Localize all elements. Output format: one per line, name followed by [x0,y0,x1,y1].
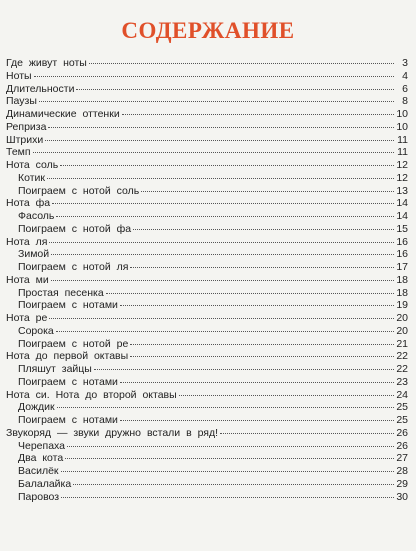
toc-subentry [6,363,408,376]
toc-entry-title: Поиграем с нотой фа [18,222,132,235]
toc-subentry [6,338,408,351]
dot-leader [65,458,394,459]
toc-page-number: 10 [396,120,408,133]
toc-entry-title: Балалайка [18,477,72,490]
dot-leader [49,242,394,243]
dot-leader [89,63,394,64]
toc-page-number: 23 [396,375,408,388]
toc-entry-title: Пляшут зайцы [18,363,92,375]
dot-leader [106,293,394,294]
toc-entry-title: Длительности [6,82,75,95]
table-of-contents [6,57,408,503]
dot-leader [220,433,394,434]
toc-subentry [6,287,408,300]
toc-subentry [6,299,408,312]
dot-leader [61,471,394,472]
toc-subentry [6,172,408,185]
dot-leader [94,369,394,370]
toc-entry [6,95,408,108]
toc-subentry [6,248,408,261]
toc-entry-title: Поиграем с нотами [18,299,118,312]
dot-leader [51,280,394,281]
toc-page-number: 30 [396,490,408,503]
toc-page-number: 22 [396,350,408,363]
toc-entry-title: Фасоль [18,210,55,222]
toc-entry-title: Поиграем с нотами [18,375,118,388]
toc-page-number: 12 [396,159,408,171]
toc-page-number: 20 [396,324,408,337]
dot-leader [33,152,394,153]
toc-entry-title: Сорока [18,324,54,337]
toc-entry [6,312,408,325]
toc-page-number: 21 [396,337,408,350]
toc-entry-title: Поиграем с нотой ре [18,337,129,350]
dot-leader [120,420,394,421]
toc-entry [6,57,408,70]
dot-leader [130,356,394,357]
toc-page-number: 15 [396,222,408,235]
dot-leader [56,331,394,332]
toc-page-number: 12 [396,171,408,184]
dot-leader [56,216,394,217]
toc-entry-title: Нота ре [6,312,48,324]
toc-page-number: 13 [396,184,408,197]
toc-entry-title: Паровоз [18,490,60,503]
toc-page-number: 16 [396,248,408,261]
toc-entry-title: Паузы [6,95,37,108]
toc-entry-title: Поиграем с нотой ля [18,261,129,273]
dot-leader [130,267,394,268]
toc-page-number: 28 [396,465,408,477]
toc-page-number: 25 [396,401,408,414]
toc-entry [6,389,408,402]
toc-subentry [6,478,408,491]
toc-subentry [6,452,408,465]
dot-leader [120,382,394,383]
dot-leader [45,140,394,141]
toc-subentry [6,325,408,338]
toc-entry-title: Два кота [18,452,64,465]
toc-entry-title: Нота ми [6,273,49,286]
toc-entry [6,121,408,134]
dot-leader [73,484,394,485]
dot-leader [76,89,394,90]
toc-entry-title: Нота до первой октавы [6,350,129,363]
toc-subentry [6,376,408,389]
dot-leader [39,101,394,102]
toc-page-number: 27 [396,452,408,465]
dot-leader [133,229,394,230]
dot-leader [67,446,394,447]
toc-entry [6,108,408,121]
toc-entry-title: Поиграем с нотой соль [18,184,140,197]
toc-entry [6,197,408,210]
toc-entry-title: Ноты [6,69,32,82]
toc-page-number: 26 [396,439,408,452]
toc-entry [6,146,408,159]
toc-entry-title: Черепаха [18,439,66,452]
dot-leader [60,165,394,166]
toc-page-number: 11 [397,133,408,146]
toc-subentry [6,185,408,198]
toc-page-number: 14 [396,197,408,210]
toc-subentry [6,414,408,427]
toc-page-number: 10 [396,108,408,120]
toc-page-number: 24 [396,388,408,401]
toc-subentry [6,210,408,223]
dot-leader [57,407,394,408]
dot-leader [51,254,394,255]
toc-entry-title: Реприза [6,120,47,133]
dot-leader [120,305,394,306]
toc-entry-title: Поиграем с нотами [18,414,118,426]
dot-leader [49,318,394,319]
dot-leader [122,114,394,115]
toc-subentry [6,401,408,414]
toc-entry-title: Нота соль [6,159,59,171]
toc-page-number: 17 [396,261,408,273]
toc-entry-title: Где живут ноты [6,57,87,69]
toc-subentry [6,491,408,504]
dot-leader [130,344,394,345]
toc-entry-title: Нота фа [6,197,51,210]
toc-page-number: 18 [396,273,408,286]
toc-entry [6,350,408,363]
toc-page-number: 22 [396,363,408,375]
toc-entry-title: Штрихи [6,133,44,146]
toc-entry [6,134,408,147]
toc-entry-title: Темп [6,146,31,159]
dot-leader [52,203,394,204]
dot-leader [34,76,394,77]
toc-entry-title: Василёк [18,465,59,477]
toc-page-number: 11 [397,146,408,159]
toc-page-number: 6 [402,82,408,95]
toc-entry-title: Динамические оттенки [6,108,120,120]
dot-leader [47,178,394,179]
toc-page-number: 26 [396,426,408,439]
toc-page-number: 19 [396,299,408,312]
toc-entry-title: Нота ля [6,235,48,248]
toc-entry-title: Простая песенка [18,286,104,299]
toc-entry-title: Дождик [18,401,55,414]
toc-page-number: 4 [402,69,408,82]
toc-entry [6,274,408,287]
toc-entry-title: Звукоряд — звуки дружно встали в ряд! [6,426,219,439]
toc-subentry [6,223,408,236]
toc-entry [6,159,408,172]
toc-page-number: 18 [396,286,408,299]
toc-entry-title: Котик [18,171,45,184]
toc-subentry [6,465,408,478]
toc-page-number: 16 [396,235,408,248]
toc-entry [6,83,408,96]
dot-leader [48,127,394,128]
toc-entry [6,236,408,249]
page-title: СОДЕРЖАНИЕ [121,18,295,43]
toc-page-number: 20 [396,312,408,324]
dot-leader [179,395,394,396]
dot-leader [141,191,394,192]
toc-entry-title: Нота си. Нота до второй октавы [6,388,177,401]
toc-entry [6,427,408,440]
toc-page-number: 25 [396,414,408,426]
toc-subentry [6,261,408,274]
toc-page-number: 8 [402,95,408,108]
toc-subentry [6,440,408,453]
toc-entry [6,70,408,83]
toc-entry-title: Зимой [18,248,50,261]
dot-leader [61,497,394,498]
toc-page-number: 3 [402,57,408,69]
toc-page-number: 29 [396,477,408,490]
toc-page-number: 14 [396,210,408,222]
